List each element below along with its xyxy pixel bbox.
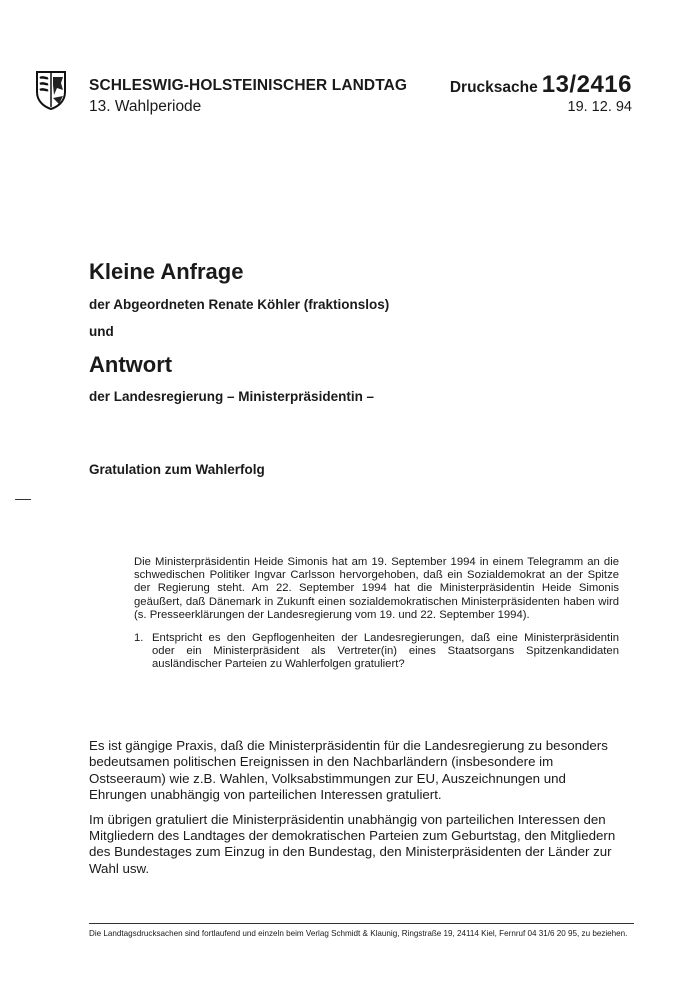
question-item — [134, 632, 619, 672]
responder-line: der Landesregierung – Ministerpräsidentin – — [89, 389, 375, 404]
margin-mark — [15, 499, 31, 500]
question-item-text: Entspricht es den Gepflogenheiten der Landesregierungen, daß eine Ministerpräsidentin oder ein Ministerpräsident als Vertreter(in) eines Staatsorgans Spitzenkandidaten ausländischer Parteien zu Wahlerfolgen gratuliert? — [152, 632, 619, 671]
answer-paragraph-1: Es ist gängige Praxis, daß die Ministerpräsidentin für die Landesregierung zu besonders bedeutsamen politischen Ereignissen in den Nachbarländern (insbesondere im Ostseeraum) wie z.B. Wahlen, Volksabstimmungen zur EU, Auszeichnungen und Ehrungen unabhängig von parteilichen Interessen gratuliert. — [89, 738, 608, 803]
document-date: 19. 12. 94 — [567, 99, 632, 115]
und-line: und — [89, 324, 114, 339]
document-label-word: Drucksache — [449, 79, 538, 96]
kleine-anfrage-heading: Kleine Anfrage — [89, 259, 244, 284]
document-number: 13/2416 — [541, 71, 632, 98]
answer-paragraph-2: Im übrigen gratuliert die Ministerpräsidentin unabhängig von parteilichen Interessen den Mitgliedern des Landtages der demokratischen Parteien zum Geburtstag, den Mitgliedern des Bundestages zum Einzug in den Bundestag, den Ministerpräsidenten der Länder zur Wahl usw. — [89, 811, 616, 876]
antwort-heading: Antwort — [89, 352, 173, 377]
legislative-period: 13. Wahlperiode — [89, 98, 202, 115]
organization-name: SCHLESWIG-HOLSTEINISCHER LANDTAG — [89, 77, 408, 94]
question-block — [134, 556, 619, 672]
questioner-line: der Abgeordneten Renate Köhler (fraktionslos) — [89, 297, 390, 312]
footer-note: Die Landtagsdrucksachen sind fortlaufend und einzeln beim Verlag Schmidt & Klaunig, Ringstraße 19, 24114 Kiel, Fernruf 04 31/6 20 95, zu beziehen. — [89, 929, 628, 938]
question-item-number: 1. — [134, 632, 144, 645]
answer-block — [89, 738, 622, 885]
document-label — [450, 71, 632, 99]
coat-of-arms-icon — [35, 70, 67, 110]
subject-heading: Gratulation zum Wahlerfolg — [89, 462, 265, 477]
question-intro: Die Ministerpräsidentin Heide Simonis hat am 19. September 1994 in einem Telegramm an die schwedischen Politiker Ingvar Carlsson hervorgehoben, daß ein Sozialdemokrat an der Spitze der Regierung steht. Am 22. September 1994 hat die Ministerpräsidentin Heide Simonis geäußert, daß Dänemark in Zukunft einen sozialdemokratischen Ministerpräsidenten haben wird (s. Presseerklärungen der Landesregierung vom 19. und 22. September 1994). — [134, 556, 619, 621]
footer-divider — [89, 923, 634, 924]
